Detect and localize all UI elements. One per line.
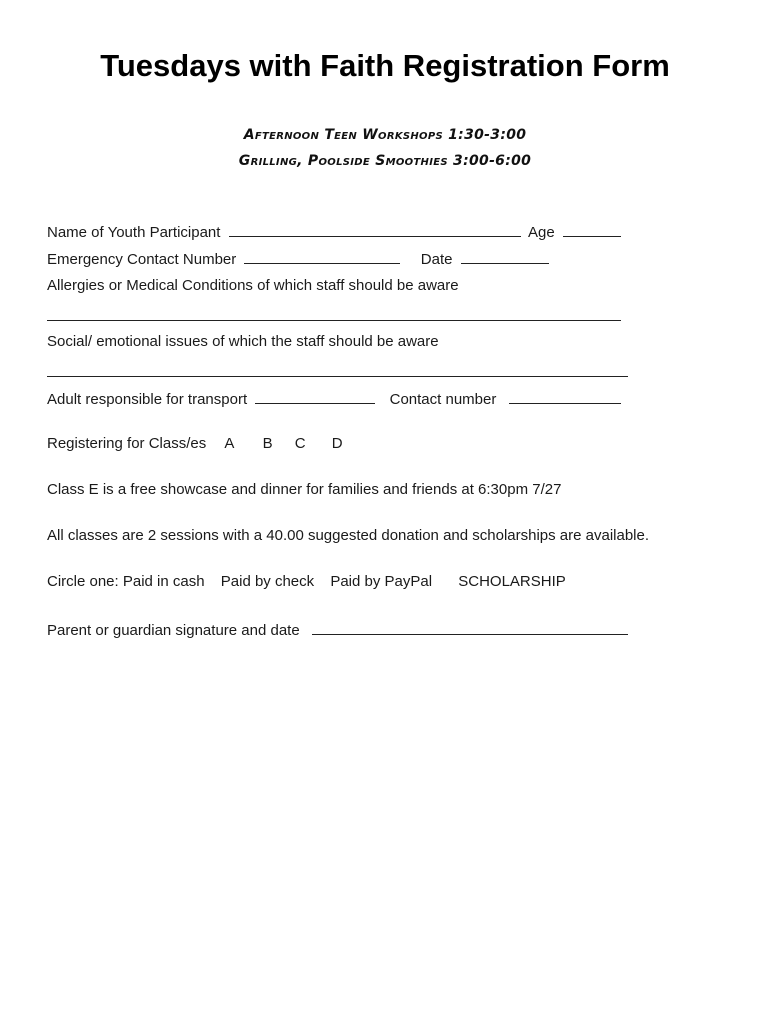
class-option-a[interactable]: A — [224, 435, 235, 452]
allergies-label: Allergies or Medical Conditions of which staff should be aware — [47, 277, 459, 294]
payment-paypal-option[interactable]: Paid by PayPal — [330, 573, 433, 590]
subtitle-grilling: Grilling, Poolside Smoothies 3:00-6:00 — [238, 153, 532, 169]
signature-field[interactable] — [312, 620, 628, 635]
youth-name-label: Name of Youth Participant — [47, 224, 221, 241]
row-signature — [47, 620, 632, 640]
social-issues-label: Social/ emotional issues of which the staff should be aware — [47, 333, 439, 350]
class-option-b[interactable]: B — [262, 435, 273, 452]
signature-label: Parent or guardian signature and date — [47, 622, 300, 639]
emergency-contact-label: Emergency Contact Number — [47, 251, 237, 268]
form-title: Tuesdays with Faith Registration Form — [100, 48, 670, 83]
age-field[interactable] — [563, 222, 621, 237]
social-issues-field[interactable] — [47, 376, 628, 377]
subtitle-workshops: Afternoon Teen Workshops 1:30-3:00 — [243, 127, 527, 143]
row-emergency-contact — [47, 249, 553, 269]
transport-label: Adult responsible for transport — [47, 391, 248, 408]
all-classes-note: All classes are 2 sessions with a 40.00 suggested donation and scholarships are available. — [47, 527, 650, 544]
payment-scholarship-option[interactable]: SCHOLARSHIP — [458, 573, 566, 590]
row-youth-name — [47, 222, 625, 242]
date-field[interactable] — [461, 249, 549, 264]
transport-field[interactable] — [255, 389, 375, 404]
youth-name-field[interactable] — [229, 222, 521, 237]
row-registering — [47, 435, 343, 453]
class-option-d[interactable]: D — [331, 435, 343, 452]
class-e-note: Class E is a free showcase and dinner for families and friends at 6:30pm 7/27 — [47, 481, 562, 498]
emergency-contact-field[interactable] — [244, 249, 400, 264]
contact-number-field[interactable] — [509, 389, 621, 404]
payment-check-option[interactable]: Paid by check — [220, 573, 315, 590]
row-payment — [47, 573, 566, 591]
payment-cash-option[interactable]: Circle one: Paid in cash — [47, 573, 205, 590]
date-label: Date — [420, 251, 453, 268]
allergies-field[interactable] — [47, 320, 621, 321]
class-option-c[interactable]: C — [294, 435, 306, 452]
contact-number-label: Contact number — [389, 391, 497, 408]
age-label: Age — [527, 224, 555, 241]
row-transport — [47, 389, 625, 409]
registering-label: Registering for Class/es — [47, 435, 207, 452]
